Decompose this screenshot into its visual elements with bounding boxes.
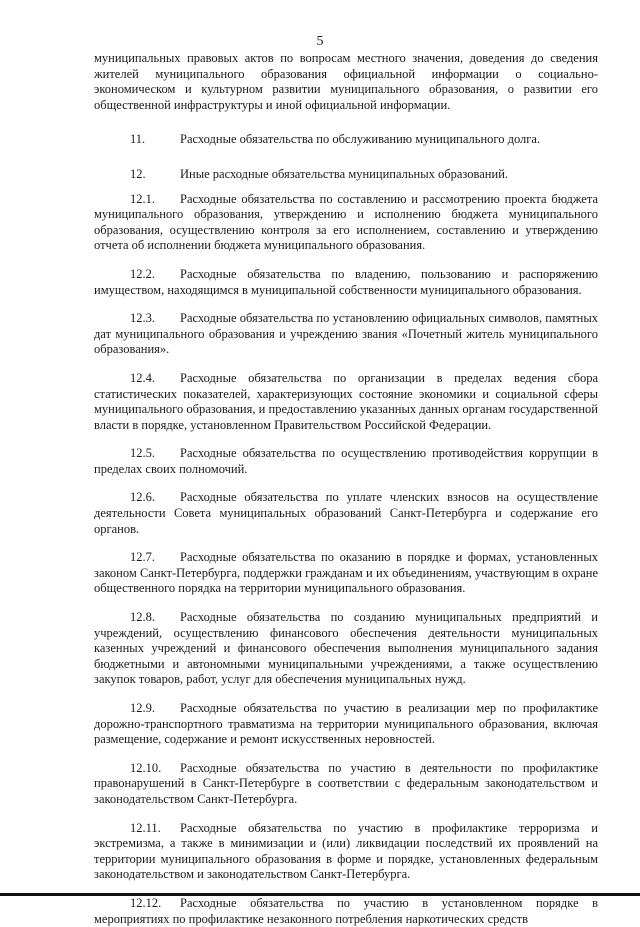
item-text: Расходные обязательства по обслуживанию муниципального долга. [180,132,541,147]
item-text: Расходные обязательства по установлению официальных символов, памятных дат муниципального образования и учреждению звания «Почетный житель муниципального образования». [94,311,598,357]
list-item-12 [94,167,598,183]
item-text: Расходные обязательства по организации в пределах ведения сбора статистических показателей, характеризующих состояние экономики и социальной сферы муниципального образования, и предоставлению указанных данных органам государственной власти в порядке, установленном Правительством Российской Федерации. [94,370,598,432]
item-text: Расходные обязательства по составлению и рассмотрению проекта бюджета муниципального образования, утверждению и исполнению бюджета муниципального образования, осуществлению контроля за его исполнением, составлению и утверждению отчета об исполнении бюджета муниципального образования. [94,191,598,253]
item-text: Расходные обязательства по участию в установленном порядке в мероприятиях по профилактике незаконного потребления наркотических средств [94,895,598,926]
page-bottom-rule [0,893,640,896]
list-item-12-9 [94,701,598,748]
item-text: Иные расходные обязательства муниципальных образований. [180,166,509,181]
item-number: 11. [130,132,146,147]
item-text: Расходные обязательства по участию в деятельности по профилактике правонарушений в Санкт-Петербурге в соответствии с федеральным законодательством и законодательством Санкт-Петербурга. [94,760,598,806]
item-text: Расходные обязательства по уплате членских взносов на осуществление деятельности Совета муниципальных образований Санкт-Петербурга и содержание его органов. [94,490,598,536]
continuation-paragraph: муниципальных правовых актов по вопросам местного значения, доведения до сведения жителей муниципального образования официальной информации о социально-экономическом и культурном развитии муниципального образования, о развитии его общественной инфраструктуры и иной официальной информации. [94,51,598,112]
list-item-12-3 [94,311,598,358]
item-number: 12.9. [130,701,155,715]
item-number: 12.11. [130,820,161,835]
item-number: 12.5. [130,446,155,461]
list-item-12-2 [94,267,598,298]
item-text: Расходные обязательства по оказанию в порядке и формах, установленных законом Санкт-Петербурга, поддержки гражданам и их объединениям, участвующим в охране общественного порядка на территории муниципального образования. [94,550,598,596]
item-number: 12.1. [130,191,155,206]
item-text: Расходные обязательства по осуществлению противодействия коррупции в пределах своих полномочий. [94,446,598,476]
item-number: 12.7. [130,550,155,565]
list-item-12-8 [94,610,598,688]
item-number: 12.12. [130,895,162,910]
item-number: 12. [130,166,146,181]
list-item-12-1 [94,192,598,254]
list-item-12-10 [94,761,598,808]
page-number: 5 [316,34,324,49]
list-item-12-6 [94,490,598,537]
list-item-12-11 [94,821,598,883]
list-item-12-4 [94,371,598,433]
list-item-12-7 [94,550,598,597]
item-number: 12.4. [130,370,155,385]
list-item-12-5 [94,446,598,477]
document-body [94,51,598,927]
list-item-12-12 [94,896,598,927]
item-number: 12.3. [130,311,155,326]
item-text: Расходные обязательства по владению, пользованию и распоряжению имуществом, находящимся в муниципальной собственности муниципального образования. [94,266,598,297]
item-number: 12.6. [130,490,155,505]
item-number: 12.2. [130,266,155,281]
item-number: 12.10. [130,760,162,775]
item-text: Расходные обязательства по участию в реализации мер по профилактике дорожно-транспортного травматизма на территории муниципального образования, включая размещение, содержание и ремонт искусственных неровностей. [94,701,598,747]
item-text: Расходные обязательства по участию в профилактике терроризма и экстремизма, а также в минимизации и (или) ликвидации последствий их проявлений на территории муниципального образования в форме и порядке, установленных федеральным законодательством и законодательством Санкт-Петербурга. [94,820,598,882]
item-number: 12.8. [130,610,155,625]
item-text: Расходные обязательства по созданию муниципальных предприятий и учреждений, осуществлению финансового обеспечения деятельности муниципальных казенных учреждений и финансового обеспечения выполнения муниципального задания бюджетными и автономными муниципальными учреждениями, а также осуществлению закупок товаров, работ, услуг для обеспечения муниципальных нужд. [94,610,598,687]
list-item-11 [94,132,598,148]
